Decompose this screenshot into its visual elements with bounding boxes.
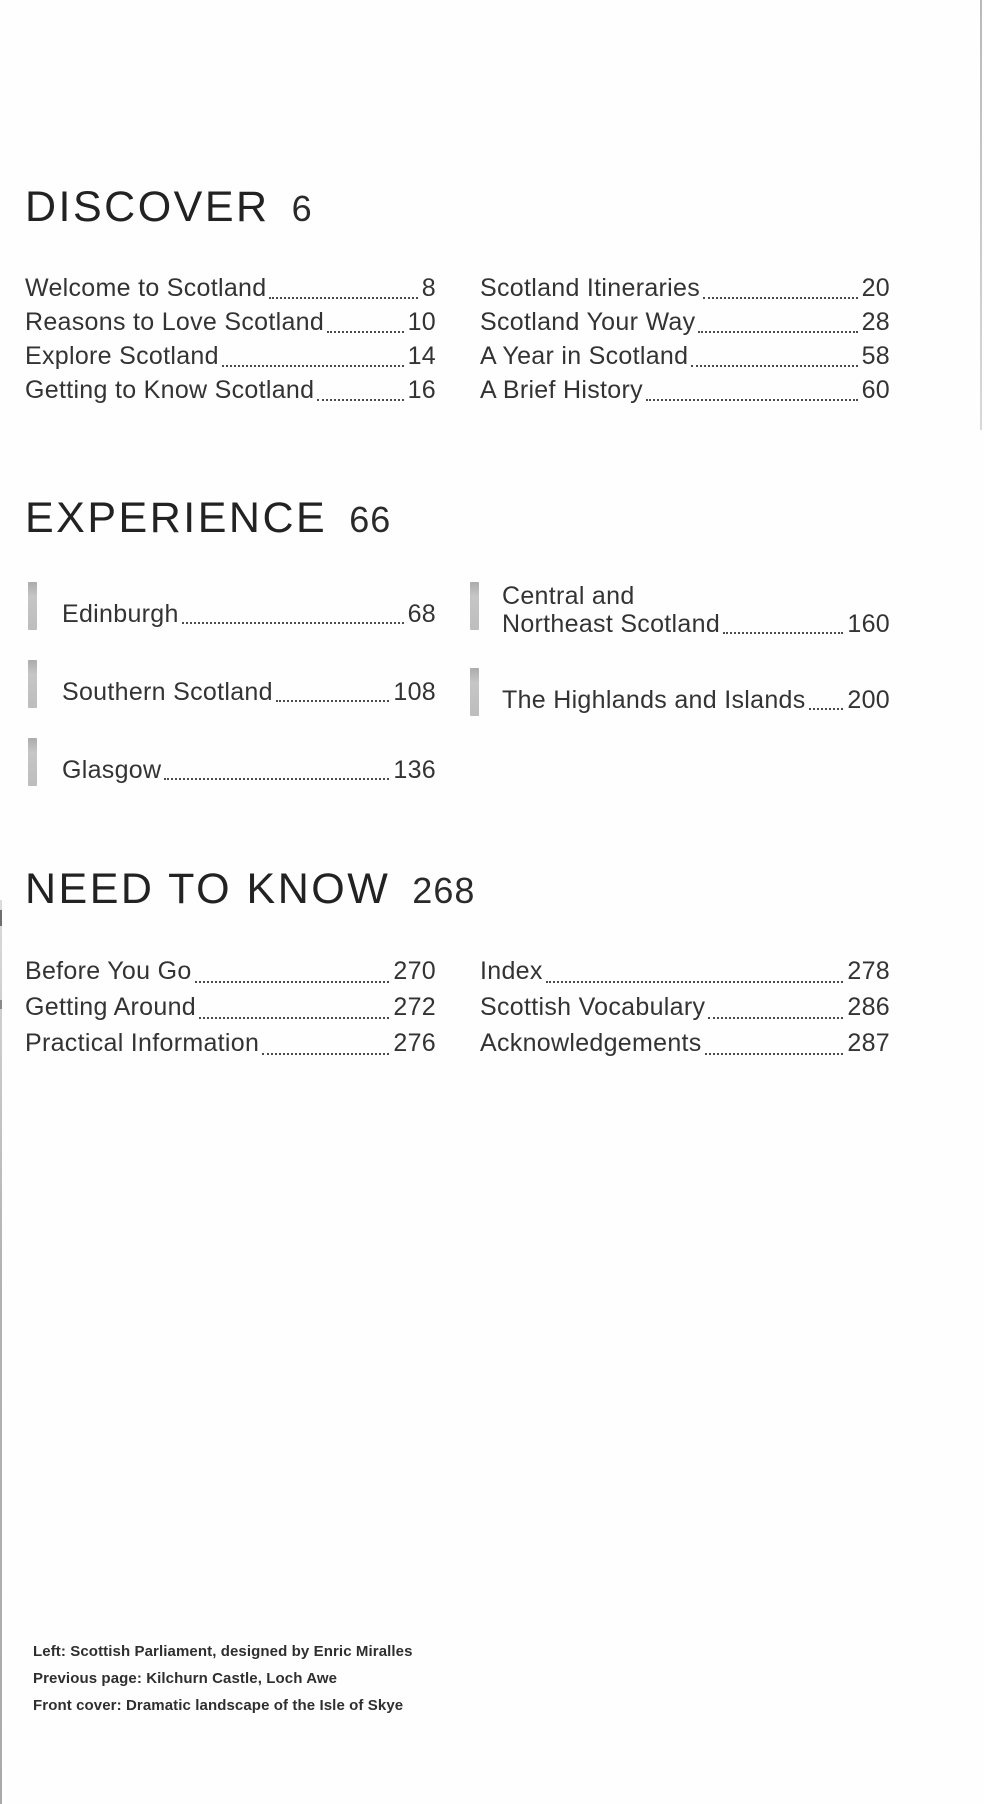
toc-entry-label: Scotland Itineraries: [480, 274, 701, 302]
dot-leader: [691, 365, 857, 367]
chapter-line: [62, 600, 436, 630]
toc-entry-label: Scotland Your Way: [480, 308, 696, 336]
toc-entry-page: 278: [847, 957, 890, 985]
toc-entry-page: 287: [847, 1029, 890, 1057]
toc-entry-page: 20: [861, 274, 890, 302]
chapter-text: [62, 678, 436, 708]
section-heading-experience: [25, 494, 890, 542]
chapter-line: [502, 582, 890, 610]
experience-columns: [25, 582, 890, 786]
chapter-line: [62, 678, 436, 708]
toc-entry-label: Practical Information: [25, 1029, 260, 1057]
toc-entry-page: 136: [393, 756, 436, 784]
chapter-line: [502, 610, 890, 638]
toc-entry: [25, 953, 436, 989]
scan-edge-artifact-right: [980, 0, 982, 430]
toc-entry-label: Before You Go: [25, 957, 192, 985]
dot-leader: [262, 1053, 389, 1055]
toc-entry-label: A Year in Scotland: [480, 342, 689, 370]
discover-column-left: [25, 271, 436, 407]
chapter-line: [502, 686, 890, 716]
scan-edge-artifact-left: [0, 900, 2, 1804]
toc-entry-page: 68: [407, 600, 436, 628]
toc-entry-page: 58: [861, 342, 890, 370]
chapter-entry: [25, 660, 436, 708]
need-to-know-column-right: [470, 953, 890, 1061]
toc-entry-label: Northeast Scotland: [502, 610, 721, 638]
toc-entry: [480, 1025, 890, 1061]
chapter-text: [62, 756, 436, 786]
chapter-color-bar: [28, 738, 37, 786]
toc-entry-label: Edinburgh: [62, 600, 179, 628]
dot-leader: [698, 331, 857, 333]
toc-entry-label: The Highlands and Islands: [502, 686, 806, 714]
dot-leader: [195, 981, 390, 983]
toc-entry: [25, 989, 436, 1025]
toc-entry-label: Glasgow: [62, 756, 162, 784]
toc-entry-label: Scottish Vocabulary: [480, 993, 706, 1021]
toc-entry: [25, 373, 436, 407]
toc-entry-page: 16: [407, 376, 436, 404]
dot-leader: [646, 399, 858, 401]
dot-leader: [546, 981, 844, 983]
toc-entry-label: Getting to Know Scotland: [25, 376, 315, 404]
credit-line: Left: Scottish Parliament, designed by Enric Miralles: [33, 1643, 413, 1660]
toc-entry-label: Acknowledgements: [480, 1029, 702, 1057]
chapter-entry: [25, 738, 436, 786]
toc-entry-page: 270: [393, 957, 436, 985]
toc-entry-page: 276: [393, 1029, 436, 1057]
toc-entry-label: Index: [480, 957, 543, 985]
dot-leader: [317, 399, 403, 401]
toc-entry: [25, 1025, 436, 1061]
credit-line: Front cover: Dramatic landscape of the Isle of Skye: [33, 1697, 404, 1714]
discover-column-right: [470, 271, 890, 407]
toc-entry: [25, 339, 436, 373]
photo-credits: [33, 1638, 413, 1719]
chapter-text: [502, 686, 890, 716]
toc-entry: [25, 271, 436, 305]
chapter-entry: [470, 668, 890, 716]
scan-edge-artifact-tick: [0, 910, 2, 926]
credit-line: Previous page: Kilchurn Castle, Loch Awe: [33, 1670, 338, 1687]
toc-entry-label: Getting Around: [25, 993, 196, 1021]
experience-column-left: [25, 582, 436, 786]
column-gap: [436, 582, 470, 786]
toc-entry-label: Explore Scotland: [25, 342, 219, 370]
section-heading-need-to-know: [25, 865, 890, 913]
toc-entry-page: 200: [847, 686, 890, 714]
need-to-know-column-left: [25, 953, 436, 1061]
section-page-number: 6: [291, 188, 313, 229]
experience-column-right: [470, 582, 890, 786]
toc-entry-label: Southern Scotland: [62, 678, 273, 706]
toc-entry: [480, 339, 890, 373]
toc-entry-label: Reasons to Love Scotland: [25, 308, 325, 336]
toc-entry: [480, 989, 890, 1025]
section-title: NEED TO KNOW: [25, 865, 391, 913]
toc-entry-page: 160: [847, 610, 890, 638]
discover-columns: [25, 271, 890, 407]
chapter-color-bar: [28, 582, 37, 630]
toc-entry: [25, 305, 436, 339]
toc-entry: [480, 953, 890, 989]
chapter-entry: [470, 582, 890, 638]
toc-entry-page: 272: [393, 993, 436, 1021]
dot-leader: [222, 365, 404, 367]
chapter-text: [502, 582, 890, 638]
column-gap: [436, 271, 470, 407]
toc-entry-label-line1: Central and: [502, 582, 635, 610]
toc-entry-page: 108: [393, 678, 436, 706]
section-heading-discover: [25, 183, 890, 231]
toc-entry-page: 14: [407, 342, 436, 370]
scan-edge-artifact-tick: [0, 1000, 2, 1009]
chapter-entry: [25, 582, 436, 630]
dot-leader: [723, 632, 843, 634]
toc-entry-label: A Brief History: [480, 376, 643, 404]
dot-leader: [327, 331, 404, 333]
toc-content: [25, 0, 890, 1061]
section-page-number: 268: [412, 870, 476, 911]
toc-entry-label: Welcome to Scotland: [25, 274, 267, 302]
dot-leader: [276, 700, 390, 702]
toc-entry-page: 28: [861, 308, 890, 336]
chapter-line: [62, 756, 436, 786]
toc-entry-page: 8: [421, 274, 436, 302]
dot-leader: [269, 297, 417, 299]
dot-leader: [809, 708, 844, 710]
toc-entry: [480, 271, 890, 305]
toc-entry: [480, 373, 890, 407]
need-to-know-columns: [25, 953, 890, 1061]
chapter-color-bar: [470, 582, 479, 630]
chapter-color-bar: [470, 668, 479, 716]
dot-leader: [182, 622, 404, 624]
toc-entry-page: 286: [847, 993, 890, 1021]
section-title: EXPERIENCE: [25, 494, 328, 542]
dot-leader: [164, 778, 389, 780]
chapter-color-bar: [28, 660, 37, 708]
column-gap: [436, 953, 470, 1061]
section-title: DISCOVER: [25, 183, 270, 231]
dot-leader: [199, 1017, 389, 1019]
dot-leader: [703, 297, 858, 299]
toc-entry-page: 10: [407, 308, 436, 336]
section-page-number: 66: [349, 499, 392, 540]
toc-entry: [480, 305, 890, 339]
toc-entry-page: 60: [861, 376, 890, 404]
dot-leader: [705, 1053, 844, 1055]
dot-leader: [708, 1017, 843, 1019]
chapter-text: [62, 600, 436, 630]
